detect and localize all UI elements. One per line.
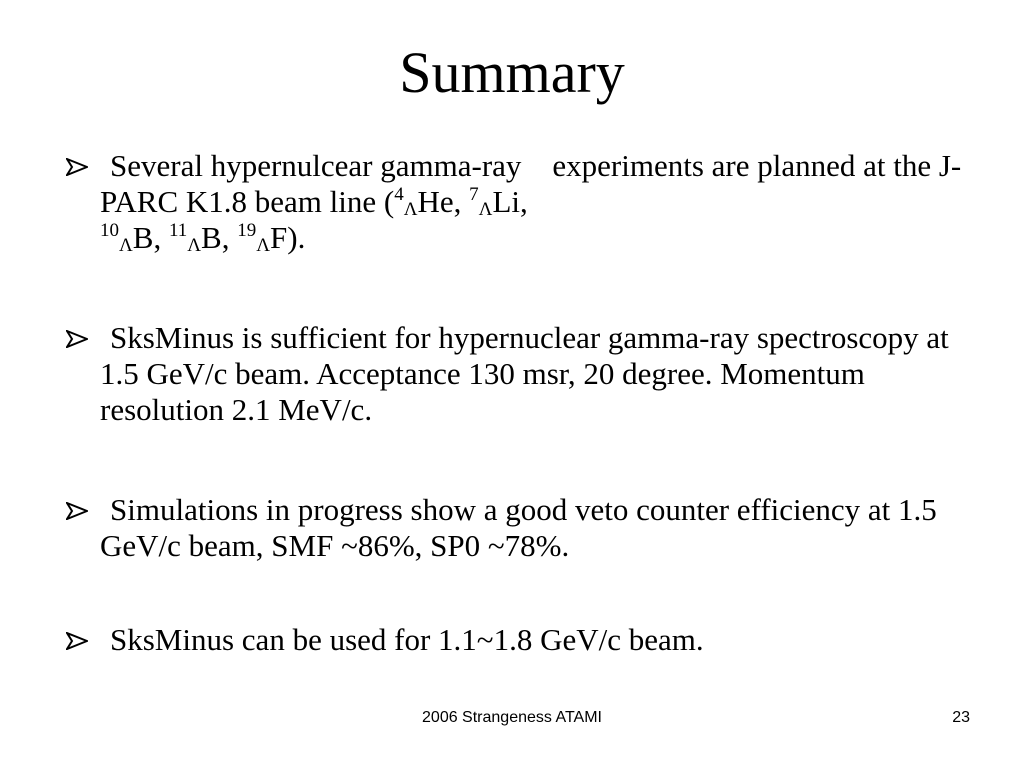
- separator: ,: [153, 220, 169, 255]
- bullet-text-3: [100, 492, 964, 564]
- bullet-item-1: [64, 148, 964, 256]
- nuclide-4-mass: 11: [168, 220, 188, 241]
- nuclide-3-mass: 10: [100, 220, 119, 241]
- nuclide-5-mass: 19: [237, 220, 257, 241]
- slide-title: Summary: [399, 40, 625, 105]
- bullet-item-4: [64, 622, 964, 658]
- bullet-3-text: Simulations in progress show a good veto counter efficiency at 1.5 GeV/c beam, SMF ~86%, SP0 ~78%.: [100, 492, 937, 563]
- arrowhead-bullet-icon: [66, 158, 88, 176]
- bullet-text-1: [100, 148, 964, 256]
- nuclide-2-element: Li: [492, 184, 520, 219]
- arrowhead-bullet-icon: [66, 632, 88, 650]
- nuclide-4-lambda: Λ: [187, 235, 202, 256]
- nuclide-5-element: F: [270, 220, 288, 255]
- nuclide-4-element: B: [201, 220, 222, 255]
- nuclide-1-mass: 4: [394, 184, 404, 205]
- bullet-item-2: [64, 320, 964, 428]
- arrowhead-bullet-icon: [66, 502, 88, 520]
- nuclide-1-element: He: [417, 184, 454, 219]
- page-number: 23: [952, 709, 970, 726]
- separator: ,: [221, 220, 238, 255]
- bullet-2-text: SksMinus is sufficient for hypernuclear gamma-ray spectroscopy at 1.5 GeV/c beam. Acceptance 130 msr, 20 degree. Momentum resolution 2.1 MeV/c.: [100, 320, 949, 427]
- footer-text: 2006 Strangeness ATAMI: [422, 709, 602, 726]
- arrowhead-bullet-icon: [66, 330, 88, 348]
- nuclide-2-mass: 7: [469, 184, 479, 205]
- bullet-1-prefix: Several hypernulcear gamma-ray experiments are planned at the J-PARC K1.8 beam line (: [100, 148, 962, 219]
- separator: ,: [520, 184, 536, 219]
- nuclide-5-lambda: Λ: [256, 235, 271, 256]
- bullet-item-3: [64, 492, 964, 564]
- bullet-4-text: SksMinus can be used for 1.1~1.8 GeV/c beam.: [110, 622, 704, 657]
- nuclide-3-lambda: Λ: [119, 235, 133, 256]
- nuclide-1-lambda: Λ: [403, 199, 418, 220]
- nuclide-3-element: B: [132, 220, 154, 255]
- bullet-text-4: [100, 622, 964, 658]
- separator: ,: [453, 184, 470, 219]
- bullet-1-suffix: ).: [287, 220, 306, 255]
- nuclide-2-lambda: Λ: [478, 199, 493, 220]
- bullet-text-2: [100, 320, 964, 428]
